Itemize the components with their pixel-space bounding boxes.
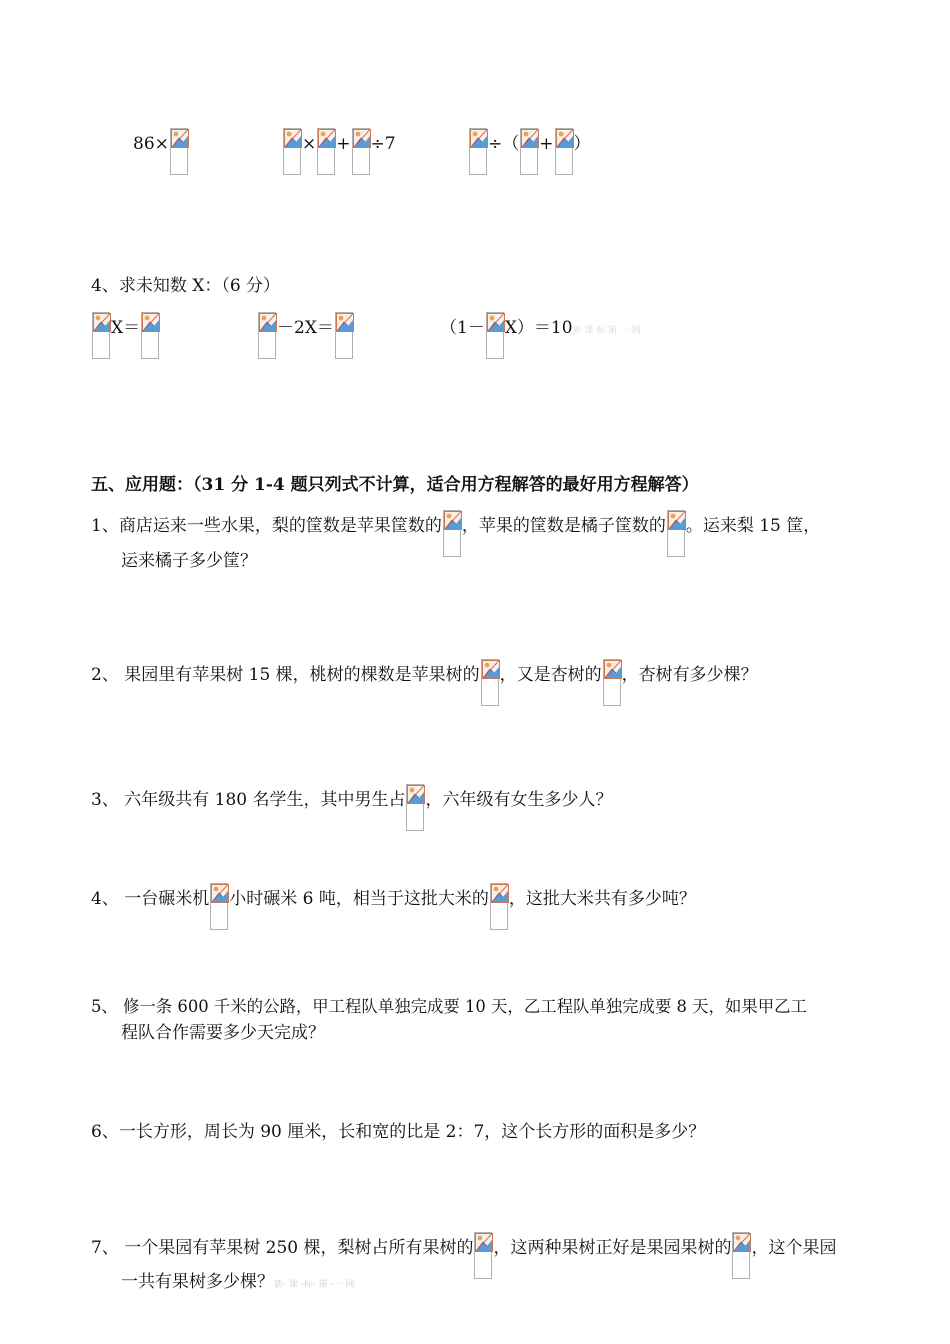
broken-image-icon xyxy=(474,1232,492,1279)
broken-image-glyph xyxy=(318,129,336,151)
broken-image-icon xyxy=(555,128,573,175)
question-5-line2: 程队合作需要多少天完成？ xyxy=(121,1023,325,1043)
broken-image-icon xyxy=(92,312,110,359)
broken-image-glyph xyxy=(482,660,500,682)
broken-image-icon xyxy=(732,1232,750,1279)
question-text: ，杏树有多少棵？ xyxy=(621,665,758,685)
expr1-prefix: 86× xyxy=(133,134,169,154)
broken-image-glyph xyxy=(284,129,302,151)
question-text: 一共有果树多少棵？ xyxy=(121,1272,274,1292)
question-6: 6、一长方形，周长为 90 厘米，长和宽的比是 2：7，这个长方形的面积是多少？ xyxy=(91,1122,706,1142)
broken-image-icon xyxy=(352,128,370,175)
question-3 xyxy=(91,784,612,831)
section5-heading: 五、应用题：（31 分 1-4 题只列式不计算，适合用方程解答的最好用方程解答） xyxy=(91,475,699,495)
equation-2 xyxy=(257,312,354,359)
equation-1 xyxy=(91,312,160,359)
broken-image-glyph xyxy=(142,313,160,335)
question-text: 4、 一台碾米机 xyxy=(91,889,210,909)
broken-image-glyph xyxy=(521,129,539,151)
broken-image-icon xyxy=(603,659,621,706)
broken-image-glyph xyxy=(604,660,622,682)
plus-sign: + xyxy=(336,134,351,154)
question-7-line2 xyxy=(121,1270,354,1297)
broken-image-icon xyxy=(317,128,335,175)
watermark-text: 新 课 标 第 一 网 xyxy=(572,326,641,336)
question-4 xyxy=(91,883,696,930)
question-text: 7、 一个果园有苹果树 250 棵，梨树占所有果树的 xyxy=(91,1238,474,1258)
broken-image-icon xyxy=(210,883,228,930)
question-2 xyxy=(91,659,758,706)
question-text: 3、 六年级共有 180 名学生，其中男生占 xyxy=(91,790,406,810)
broken-image-glyph xyxy=(336,313,354,335)
question-1-line2: 运来橘子多少筐？ xyxy=(121,551,257,571)
expression-row xyxy=(133,128,189,175)
broken-image-icon xyxy=(481,659,499,706)
question-text: ，六年级有女生多少人？ xyxy=(425,790,613,810)
watermark-text: 新- 课 -标- 第 -一 网 xyxy=(274,1280,355,1290)
question-text: ，又是杏树的 xyxy=(499,665,602,685)
question-text: ，苹果的筐数是橘子筐数的 xyxy=(461,516,666,536)
broken-image-glyph xyxy=(93,313,111,335)
broken-image-glyph xyxy=(171,129,189,151)
close-paren: ） xyxy=(573,134,591,154)
expression-3 xyxy=(468,128,591,175)
broken-image-icon xyxy=(486,312,504,359)
broken-image-icon xyxy=(406,784,424,831)
broken-image-glyph xyxy=(487,313,505,335)
broken-image-icon xyxy=(258,312,276,359)
broken-image-glyph xyxy=(259,313,277,335)
question-text: 。运来梨 15 筐， xyxy=(685,516,821,536)
broken-image-icon xyxy=(170,128,188,175)
divide-seven: ÷7 xyxy=(370,134,396,154)
equation-text: X＝ xyxy=(111,318,141,338)
broken-image-icon xyxy=(520,128,538,175)
open-paren: （ xyxy=(502,134,520,154)
question-text: ，这个果园 xyxy=(751,1238,837,1258)
equation-text: X）＝10 xyxy=(504,318,573,338)
broken-image-icon xyxy=(141,312,159,359)
broken-image-icon xyxy=(335,312,353,359)
question-5-line1: 5、 修一条 600 千米的公路，甲工程队单独完成要 10 天，乙工程队单独完成要 8 天，如果甲乙工 xyxy=(91,997,807,1016)
question-text: 2、 果园里有苹果树 15 棵，桃树的棵数是苹果树的 xyxy=(91,665,480,685)
equation-text: －2X＝ xyxy=(277,318,334,338)
broken-image-glyph xyxy=(475,1233,493,1255)
broken-image-glyph xyxy=(733,1233,751,1255)
broken-image-icon xyxy=(283,128,301,175)
question-text: 小时碾米 6 吨，相当于这批大米的 xyxy=(229,889,489,909)
broken-image-glyph xyxy=(211,884,229,906)
broken-image-icon xyxy=(443,510,461,557)
equation-text: （1－ xyxy=(440,318,485,338)
broken-image-glyph xyxy=(444,511,462,533)
broken-image-icon xyxy=(490,883,508,930)
divide-sign: ÷ xyxy=(488,134,503,154)
times-sign: × xyxy=(302,134,317,154)
plus-sign: + xyxy=(539,134,554,154)
question-text: 1、商店运来一些水果，梨的筐数是苹果筐数的 xyxy=(91,516,442,536)
expression-2 xyxy=(282,128,396,175)
section4-heading: 4、求未知数 X：（6 分） xyxy=(91,276,281,296)
broken-image-icon xyxy=(667,510,685,557)
equation-3 xyxy=(440,312,641,359)
broken-image-glyph xyxy=(470,129,488,151)
broken-image-glyph xyxy=(668,511,686,533)
broken-image-glyph xyxy=(353,129,371,151)
broken-image-glyph xyxy=(491,884,509,906)
question-text: ，这批大米共有多少吨？ xyxy=(508,889,696,909)
question-text: ，这两种果树正好是果园果树的 xyxy=(493,1238,732,1258)
broken-image-glyph xyxy=(556,129,574,151)
broken-image-glyph xyxy=(407,785,425,807)
broken-image-icon xyxy=(469,128,487,175)
